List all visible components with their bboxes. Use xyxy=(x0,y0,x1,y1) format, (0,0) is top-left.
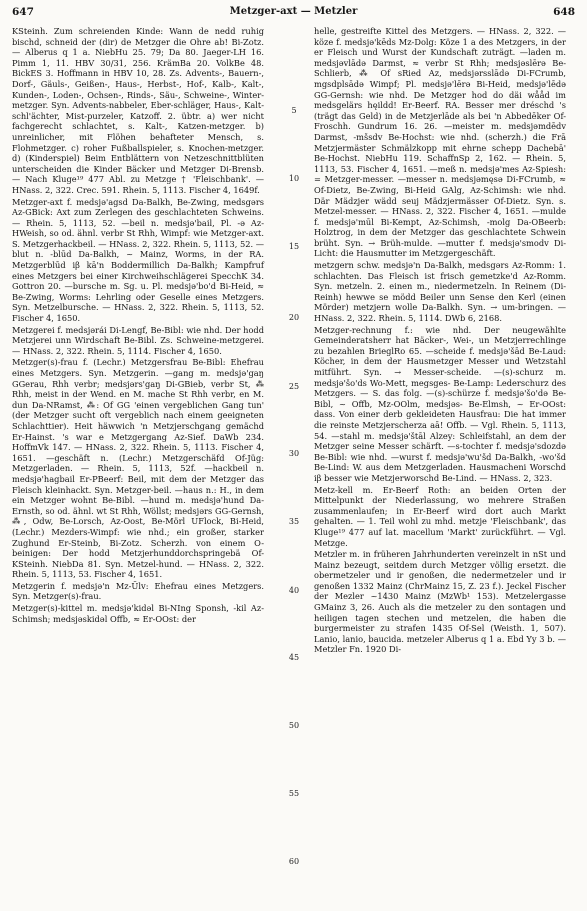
line-number: 15 xyxy=(288,242,300,251)
entry-metz-kell: Metz-kell m. Er-Beerf Roth: an beiden Orten der Mittelpunkt der Niederlassung, wo mehrere Straßen zusammenlaufen; in Er-Beerf wird dort auch Markt gehalten. — 1. Teil wohl zu mhd. metzje 'Fleischbank', das Kluge¹⁹ 477 auf lat. macellum 'Markt' zurückführt. — Vgl. Metzge. xyxy=(314,484,566,548)
entry-metzger-axt: Metzger-axt f. medsjə'agsd Da-Balkh, Be-Zwing, medsgərs Az-GBick: Axt zum Zerlegen des geschlachteten Schweins. — Rhein. 5, 1113, 52. —beil n. medsjə'bail, Pl. -ə Az-HWeish, so od. ähnl. verbr St Rhh, Wimpf: wie Metzger-axt. S. Metzgerhackbeil. — HNass. 2, 322. Rhein. 5, 1113, 52. —blut n. -blūd Da-Balkh, ~ Mainz, Worms, in der RA. Metzgerblūd iβ kā'n Boddermillich Da-Balkh; Kampfruf eines Metzgers bei einer Kirchweihschlägerei SpecchK 34. Gottron 20. —bursche m. Sg. u. Pl. medsjə'bo'd Bi-Heid, ≈ Be-Zwing, Worms: Lehrling oder Geselle eines Metzgers. Syn. Metzelbursche. — HNass. 2, 322. Rhein. 5, 1113, 52. Fischer 4, 1650. xyxy=(12,196,264,324)
page-number-left: 647 xyxy=(12,6,34,18)
line-number: 30 xyxy=(288,449,300,458)
line-number: 25 xyxy=(288,382,300,391)
right-column xyxy=(314,26,566,655)
page-title: Metzger-axt — Metzler xyxy=(229,6,358,17)
line-number: 50 xyxy=(288,721,300,730)
line-number: 40 xyxy=(288,586,300,595)
entry-metzger-continued: KSteinh. Zum schreienden Kinde: Wann de nedd ruhig bischd, schneid der (dir) de Metzger die Ohre ab! Bi-Zotz. — Alberus q 1 a. NiebHu 25. 79; Da 80. Jaeger-LH 16. Pimm 1, 11. HBV 30/31, 256. KrämBa 20. VolkBe 48. BickES 3. Hoffmann in HBV 10, 28. Zs. Advents-, Bauern-, Dorf-, Gäuls-, Geißen-, Haus-, Herbst-, Hof-, Kalb-, Kalt-, Kunden-, Loden-, Ochsen-, Rinds-, Säu-, Schweine-, Winter-metzger. Syn. Advents-nabbeler, Eber-schläger, Haus-, Kalt-schl'ächter, Mist-purzeler, Katzoff. 2. übtr. a) wer nicht fachgerecht schlachtet, s. Kalt-, Katzen-metzger. b) unreinlicher, mit Flöhen behafteter Mensch, s. Flohmetzger. c) roher Fußballspieler, s. Knochen-metzger. d) (Kinderspiel) Beim Entblättern von Netzeschnittblüten unterscheiden die Kinder Bäcker und Metzger Di-Brensb. — Nach Kluge¹⁹ 477 Abl. zu Metzge † 'Fleischbank'. — HNass. 2, 322. Crec. 591. Rhein. 5, 1113. Fischer 4, 1649f. xyxy=(12,26,264,195)
line-number: 60 xyxy=(288,857,300,866)
entry-metzger-kittel: Metzger(s)-kittel m. medsjə'kidəl Bi-NIng Sponsh, -kil Az-Schimsh; medsjəskidəl Offb, ≈ Er-OOst: der xyxy=(12,603,264,624)
entry-metzgerin: Metzgerin f. medsjə'n Mz-Ülv: Ehefrau eines Metzgers. Syn. Metzger(s)-frau. xyxy=(12,580,264,602)
line-number: 20 xyxy=(288,313,300,322)
entry-metzgerei: Metzgerei f. medsjərái Di-Lengf, Be-Bibl: wie nhd. Der hodd Metzjerei unn Wirdschaft Be-Bibl. Zs. Schweine-metzgerei. — HNass. 2, 322. Rhein. 5, 1114. Fischer 4, 1650. xyxy=(12,324,264,356)
line-number: 35 xyxy=(288,517,300,526)
line-number: 45 xyxy=(288,653,300,662)
entry-metzgern: metzgern schw. medsjə'n Da-Balkh, medsgərs Az-Romm: 1. schlachten. Das Fleisch ist frisch gemetzke'd Az-Romm. Syn. metzeln. 2. einen m., niedermetzeln. In Reinem (Di-Reinh) hewwe se mödd Beiler unn Sense den Kerl (einen Mörder) metzjern wolle Da-Balkh. Syn. → um-bringen. — HNass. 2, 322. Rhein. 5, 1114. DWb 6, 2168. xyxy=(314,260,566,324)
entry-metzger-frau: Metzger(s)-frau f. (Lechr.) Metzgersfrau Be-Bibl: Ehefrau eines Metzgers. Syn. Metzgerin. —gang m. medsjə'gaŋ GGerau, Rhh verbr; medsjərs'gaŋ Di-GBieb, verbr St, ⁂ Rhh, meist in der Wend. en M. mache St Rhh verbr, en M. dun Da-NRamst, ⁂: Of GG 'einen vergeblichen Gang tun' (der Metzger sucht oft vergeblich nach einem geeigneten Schlachttier). Heit häwwich 'n Metzjerschgang gemächd Er-Hainst. 's war e Metzgergang Az-Sief. DaWb 234. HoffmVk 147. — HNass. 2, 322. Rhein. 5, 1113. Fischer 4, 1651. —geschäft n. (Lechr.) Metzgerschäfd Of-Jüg: Metzgerladen. — Rhein. 5, 1113, 52f. —hackbeil n. medsjə'hagbail Er-PBeerf: Beil, mit dem der Metzger das Fleisch kleinhackt. Syn. Metzger-beil. —haus n.: H., in dem ein Metzger wohnt Be-Bibl. —hund m. medsjə'hund Da-Ernsth, so od. ähnl. wt St Rhh, Wöllst; medsjərs GG-Gernsh, ⁂, Odw, Be-Lorsch, Az-Oost, Be-Mörl UFlock, Bi-Heid, (Lechr.) Mezders-Wimpf: wie nhd.; ein großer, starker Zughund Er-Steinb, Bi-Zotz. Scherzh. von einem O-beinigen: Der hodd Metzjerhunddorchspringebä Of-KSteinh. NiebDa 81. Syn. Metzel-hund. — HNass. 2, 322. Rhein. 5, 1113, 53. Fischer 4, 1651. xyxy=(12,357,264,580)
left-column xyxy=(12,26,264,624)
line-number: 55 xyxy=(288,789,300,798)
entry-metzler: Metzler m. in früheren Jahrhunderten vereinzelt in nSt und Mainz bezeugt, seitdem durch Metzger völlig ersetzt. die obermetzeler und ir genoßen, die nedermetzeler und ir genoßen 1332 Mainz (ChrMainz 15, Z. 23 f.). Jeckel Fischer der Mezler ~1430 Mainz (MzWb¹ 153). Metzelergasse GMainz 3, 26. Auch als die metzeler zu den sontagen und heiligen tagen stechen und metzelen, die haben die burgermeister zu strafen 1435 Of-Sel (Weisth. 1, 507). Lanio, lanio, baucida. metzeler Alberus q 1 a. Ebd Yy 3 b. — Metzler Fn. 1920 Di- xyxy=(314,549,566,655)
entry-metzger-rechnung: Metzger-rechnung f.: wie nhd. Der neugewählte Gemeinderatsherr hat Bäcker-, Wei-, un Metzjerrechlinge zu bezahlen BrieglRo 65. —scheide f. medsjə'šād Be-Laud: Köcher, in dem der Hausmetzger Messer und Wetzstahl mitführt. Syn. → Messer-scheide. —(s)-schurz m. medsjə'šo'ds Wo-Mett, megsges- Be-Lamp: Lederschurz des Metzgers. — S. das folg. —(s)-schürze f. medsjə'šo'də Be-Bibl, ~ Offb, Mz-OOlm, medsjəs- Be-Elmsh, ~ Er-OOst: dass. Von einer derb gekleideten Hausfrau: Die hat immer die reinste Metzjerscherza aā! Offb. — Vgl. Rhein. 5, 1113, 54. —stahl m. medsjə'štāl Alzey: Schleifstahl, an dem der Metzger seine Messer schärft. —s-tochter f. medsjə'sdozdə Be-Bibl: wie nhd. —wurst f. medsjə'wu'šd Da-Balkh, -wo'šd Be-Lind: W. aus dem Metzgerladen. Hausmacheni Worschd iβ besser wie Metzjerworschd Be-Lind. — HNass. 2, 323. xyxy=(314,324,566,483)
line-number: 5 xyxy=(291,106,297,115)
entry-metzger-kittel-continued: helle, gestreifte Kittel des Metzgers. — HNass. 2, 322. —köze f. medsjə'kēds Mz-Dolg: Köze 1 a des Metzgers, in der er Fleisch und Wurst der Kundschaft zuträgt. —laden m. medsjəvlādə Darmst, ≈ verbr St Rhh; medsjəslērə Be-Schlierb, ⁂ Of sRied Az, medsjərsslādə Di-FCrumb, mgsdplsādə Wimpf; Pl. medsjə'lērə Bi-Heid, medsjə'lēdə GG-Gernsh: wie nhd. De Metzger hod do däi wååd im medsgelärs hęildd! Er-Beerf. RA. Besser mer dréschd 's (trägt das Geld) in de Metzjerlāde als bei 'n Abbedēker Of-Froschh. Gundrum 16. 26. —meister m. medsjəmdēdv Darmst, -mšsdv Be-Hochst: wie nhd. (scherzh.) die Frā Metzjermäster Schmälzkopp mit ehrne schepp Dachebā' Be-Hochst. NiebHu 119. SchaffnSp 2, 162. — Rhein. 5, 1113, 53. Fischer 4, 1651. —meß n. medsjə'mes Az-Spiesh: = Metzger-messer. —messer n. medsjəmęsə Di-FCrumb, ≈ Of-Dietz, Be-Zwing, Bi-Heid GAlg, Az-Schimsh: wie nhd. Där Mädzjer wädd seuj Mädzjermässer Of-Dietz. Syn. s. Metzel-messer. — HNass. 2, 322. Fischer 4, 1651. —mulde f. medsjə'mūl Bi-Kempt, Az-Schimsh, -molg Da-OBeerb: Holztrog, in dem der Metzger das geschlachtete Schwein brüht. Syn. → Brüh-mulde. —mutter f. medsjə'smodv Di-Licht: die Hausmutter im Metzgergeschäft. xyxy=(314,26,566,259)
page-number-right: 648 xyxy=(553,6,575,18)
line-number: 10 xyxy=(288,174,300,183)
